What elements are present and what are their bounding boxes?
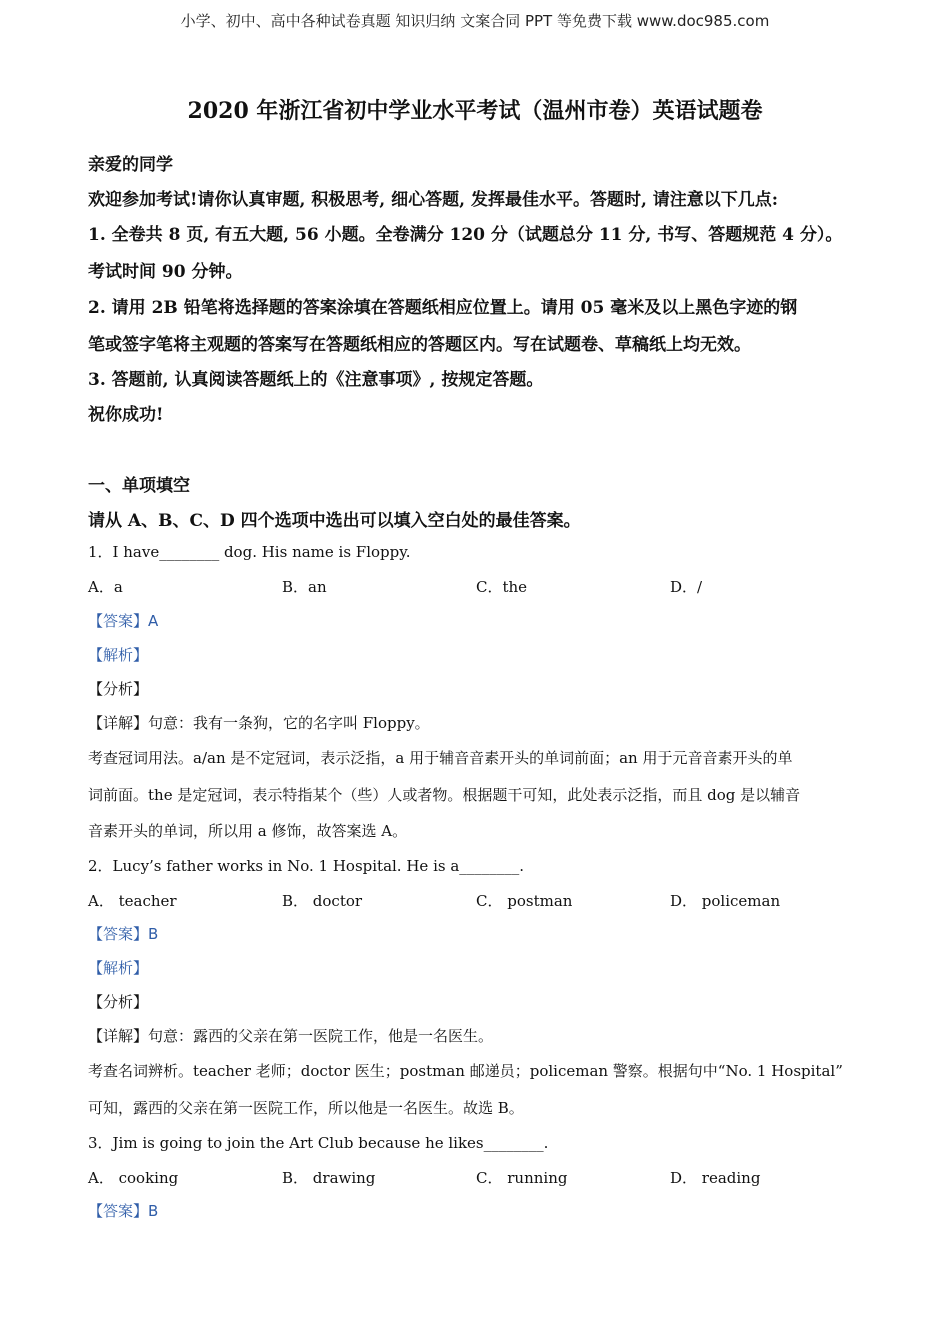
q2-fenxi: 【分析】 xyxy=(88,993,149,1011)
q2-option-b: B． doctor xyxy=(282,892,363,910)
greeting: 亲爱的同学 xyxy=(88,155,173,175)
q1-option-a: A．a xyxy=(88,578,123,596)
q1-explanation-2: 词前面。the 是定冠词，表示特指某个（些）人或者物。根据题干可知，此处表示泛指，而且 dog 是以辅音 xyxy=(88,786,801,804)
q2-jiexi: 【解析】 xyxy=(88,959,149,977)
q2-option-a: A． teacher xyxy=(88,892,177,910)
exam-title: 2020 年浙江省初中学业水平考试（温州市卷）英语试题卷 xyxy=(187,98,763,124)
q1-option-c: C．the xyxy=(476,578,528,596)
q3-stem: 3．Jim is going to join the Art Club because he likes________. xyxy=(88,1134,549,1152)
q1-option-b: B．an xyxy=(282,578,327,596)
note-1a: 1. 全卷共 8 页, 有五大题, 56 小题。全卷满分 120 分（试题总分 11 分, 书写、答题规范 4 分）。 xyxy=(88,225,843,245)
site-header: 小学、初中、高中各种试卷真题 知识归纳 文案合同 PPT 等免费下载 www.doc985.com xyxy=(180,12,770,30)
note-1b: 考试时间 90 分钟。 xyxy=(88,262,243,282)
q2-stem: 2．Lucy’s father works in No. 1 Hospital. He is a________. xyxy=(88,857,525,875)
q1-fenxi: 【分析】 xyxy=(88,680,149,698)
q3-option-d: D． reading xyxy=(670,1169,761,1187)
q2-option-c: C． postman xyxy=(476,892,573,910)
q1-answer: 【答案】A xyxy=(88,612,159,630)
q2-detail: 【详解】句意：露西的父亲在第一医院工作，他是一名医生。 xyxy=(88,1027,494,1045)
section-instruction: 请从 A、B、C、D 四个选项中选出可以填入空白处的最佳答案。 xyxy=(88,511,581,531)
welcome-text: 欢迎参加考试!请你认真审题, 积极思考, 细心答题, 发挥最佳水平。答题时, 请注意以下几点: xyxy=(88,190,779,210)
q1-detail: 【详解】句意：我有一条狗，它的名字叫 Floppy。 xyxy=(88,714,430,732)
q1-jiexi: 【解析】 xyxy=(88,646,149,664)
wish-text: 祝你成功! xyxy=(88,405,164,425)
q1-explanation-1: 考查冠词用法。a/an 是不定冠词，表示泛指，a 用于辅音音素开头的单词前面；an 用于元音音素开头的单 xyxy=(88,749,793,767)
q1-option-d: D．/ xyxy=(670,578,703,596)
q2-explanation-1: 考查名词辨析。teacher 老师；doctor 医生；postman 邮递员；policeman 警察。根据句中“No. 1 Hospital” xyxy=(88,1062,843,1080)
q3-option-b: B． drawing xyxy=(282,1169,376,1187)
q3-option-a: A． cooking xyxy=(88,1169,179,1187)
q3-option-c: C． running xyxy=(476,1169,568,1187)
q1-stem: 1．I have________ dog. His name is Floppy. xyxy=(88,543,411,561)
q3-answer: 【答案】B xyxy=(88,1202,159,1220)
q2-answer: 【答案】B xyxy=(88,925,159,943)
q2-option-d: D． policeman xyxy=(670,892,781,910)
q2-explanation-2: 可知，露西的父亲在第一医院工作，所以他是一名医生。故选 B。 xyxy=(88,1099,524,1117)
q1-explanation-3: 音素开头的单词，所以用 a 修饰，故答案选 A。 xyxy=(88,822,408,840)
note-3: 3. 答题前, 认真阅读答题纸上的《注意事项》, 按规定答题。 xyxy=(88,370,544,390)
note-2b: 笔或签字笔将主观题的答案写在答题纸相应的答题区内。写在试题卷、草稿纸上均无效。 xyxy=(88,335,751,355)
section-title: 一、单项填空 xyxy=(88,476,190,496)
note-2a: 2. 请用 2B 铅笔将选择题的答案涂填在答题纸相应位置上。请用 05 毫米及以上黑色字迹的钢 xyxy=(88,298,798,318)
